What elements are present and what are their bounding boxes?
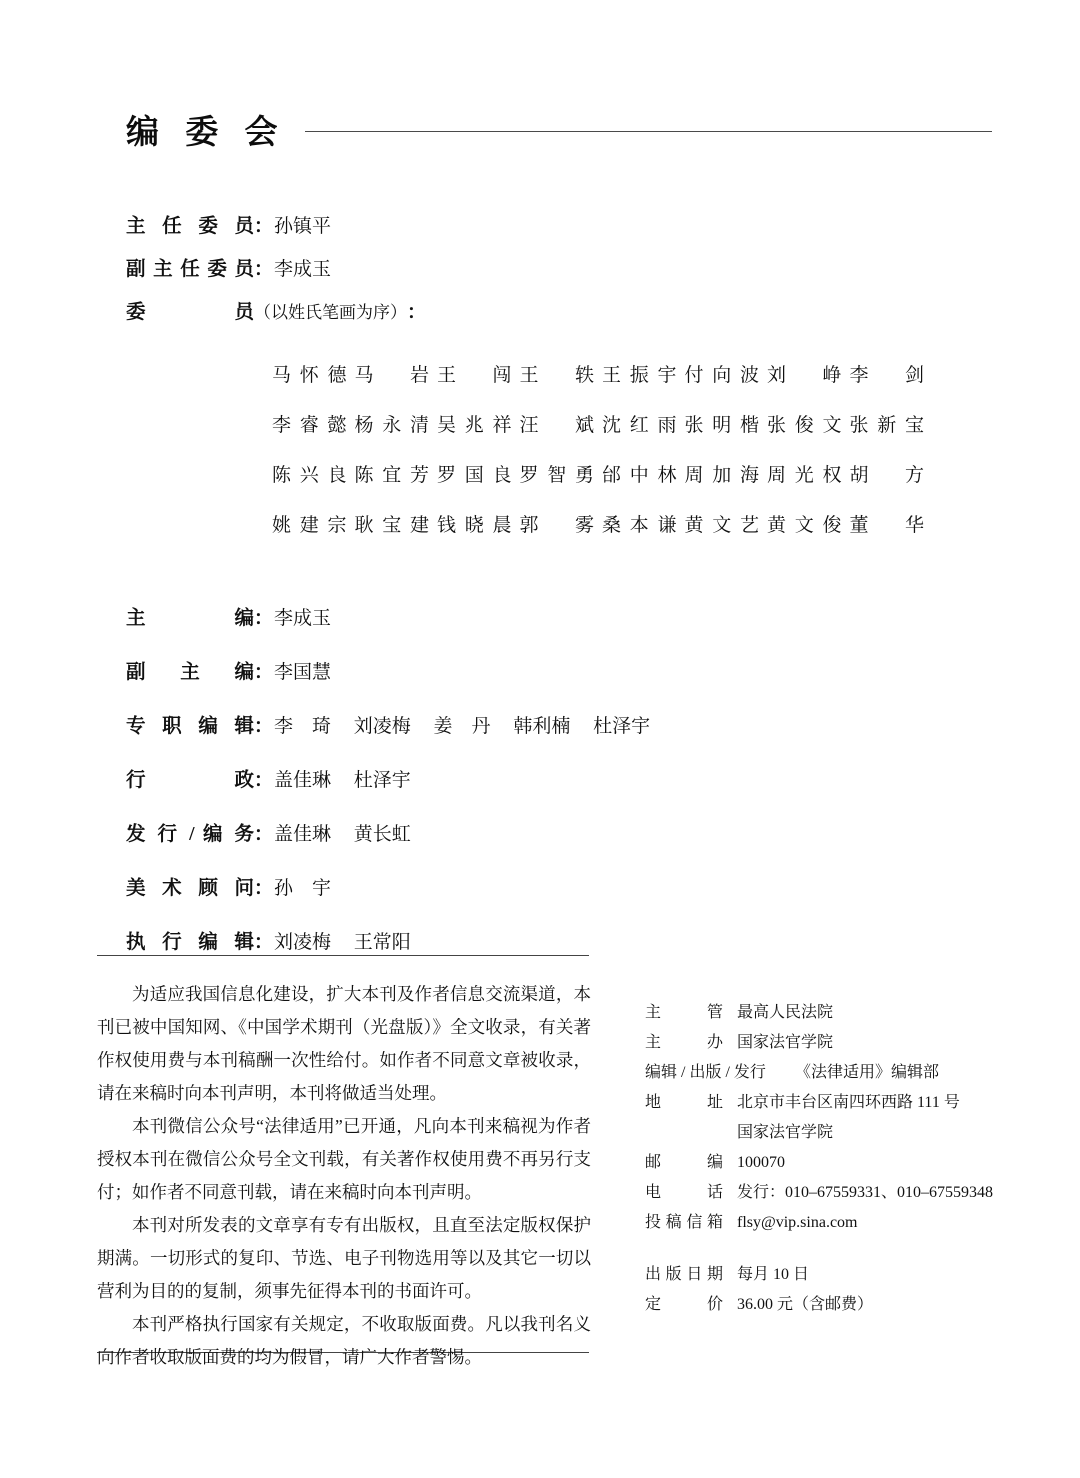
staff-name: 盖佳琳 [274,824,332,845]
roster-label: 委 员 [126,302,254,323]
member-name: 刘 峥 [767,365,842,386]
imprint-key: 电 话 [645,1184,723,1201]
imprint-address-line2: 国家法官学院 [737,1124,834,1141]
staff-entry-distribution [126,818,992,846]
imprint-key: 投稿信箱 [645,1214,723,1231]
imprint-row-supervisor [645,998,1045,1028]
member-name: 黄文艺 [684,515,759,536]
staff-colon: ： [254,608,274,629]
member-name: 陈宜芳 [354,465,429,486]
staff-colon: ： [254,932,274,953]
staff-name: 杜泽宇 [593,716,651,737]
staff-name: 姜 丹 [433,716,491,737]
imprint-spacer [645,1238,1045,1260]
notice-divider-top [97,955,589,956]
roster-colon: ： [407,302,427,323]
staff-entry-executive-editors [126,926,992,954]
imprint-key: 编辑 / 出版 / 发行 [645,1064,766,1081]
imprint-row-email [645,1208,1045,1238]
staff-name: 李 琦 [274,716,332,737]
staff-names [274,711,668,738]
roster-value: 李成玉 [274,259,332,280]
member-name: 张新宝 [849,415,924,436]
imprint-key: 主 管 [645,1004,723,1021]
imprint-row-postcode [645,1148,1045,1178]
member-name: 罗国良 [437,465,512,486]
member-name: 王 闯 [437,365,512,386]
editorial-staff-list [126,602,992,980]
roster-entry-members [126,296,992,324]
imprint-value: 36.00 元（含邮费） [737,1296,874,1313]
table-row [272,510,932,537]
member-name: 马 岩 [354,365,429,386]
staff-label: 执 行 编 辑 [126,932,254,953]
staff-name: 刘凌梅 [274,932,332,953]
staff-names [274,657,349,684]
title-divider [305,131,993,132]
imprint-row-organizer [645,1028,1045,1058]
imprint-value: 北京市丰台区南四环西路 111 号 [737,1094,960,1111]
member-name: 胡 方 [849,465,924,486]
staff-names [274,927,429,954]
staff-name: 刘凌梅 [353,716,411,737]
staff-colon: ： [254,878,274,899]
imprint-value: 最高人民法院 [737,1004,834,1021]
imprint-row-address [645,1088,1045,1118]
member-name: 姚建宗 [272,515,347,536]
member-name: 付向波 [684,365,759,386]
member-name: 周加海 [684,465,759,486]
staff-entry-full-time-editors [126,710,992,738]
member-name: 张俊文 [767,415,842,436]
page-title-text: 编 委 会 [126,114,287,151]
table-row [272,410,932,437]
imprint-value: 发行：010–67559331、010–67559348 [737,1184,994,1201]
imprint-row-phone [645,1178,1045,1208]
staff-name: 杜泽宇 [353,770,411,791]
staff-name: 黄长虹 [353,824,411,845]
roster-note: （以姓氏笔画为序） [254,303,407,322]
staff-entry-deputy-editor [126,656,992,684]
staff-label: 美 术 顾 问 [126,878,254,899]
roster-colon: ： [254,259,274,280]
member-name: 马怀德 [272,365,347,386]
notice-paragraph: 本刊严格执行国家有关规定，不收取版面费。凡以我刊名义向作者收取版面费的均为假冒，请广大作者警惕。 [97,1314,591,1367]
member-name: 耿宝建 [354,515,429,536]
staff-entry-editor-in-chief [126,602,992,630]
imprint-key: 邮 编 [645,1154,723,1171]
member-name: 董 华 [849,515,924,536]
staff-name: 孙 宇 [274,878,332,899]
imprint-row-price [645,1290,1045,1320]
staff-entry-administration [126,764,992,792]
member-name: 钱晓晨 [437,515,512,536]
imprint-block [645,998,1045,1320]
roster-entry-vice-chair [126,253,992,281]
staff-name: 盖佳琳 [274,770,332,791]
staff-name: 王常阳 [353,932,411,953]
table-row [272,360,932,387]
staff-colon: ： [254,662,274,683]
member-name: 黄文俊 [767,515,842,536]
imprint-value: flsy@vip.sina.com [737,1214,858,1231]
member-name: 邰中林 [602,465,677,486]
member-name: 桑本谦 [602,515,677,536]
roster-entry-chair [126,210,992,238]
roster-value: 孙镇平 [274,216,332,237]
staff-label: 行 政 [126,770,254,791]
member-name: 汪 斌 [519,415,594,436]
imprint-value: 100070 [737,1154,785,1171]
staff-label: 主 编 [126,608,254,629]
staff-label: 副 主 编 [126,662,254,683]
staff-colon: ： [254,824,274,845]
staff-name: 韩利楠 [513,716,571,737]
staff-names [274,765,429,792]
staff-entry-art-consultant [126,872,992,900]
staff-names [274,819,429,846]
notice-paragraph: 本刊对所发表的文章享有专有出版权，且直至法定版权保护期满。一切形式的复印、节选、电子刊物选用等以及其它一切以营利为目的的复制，须事先征得本刊的书面许可。 [97,1215,591,1301]
imprint-value: 每月 10 日 [737,1266,810,1283]
notice-paragraph: 本刊微信公众号“法律适用”已开通，凡向本刊来稿视为作者授权本刊在微信公众号全文刊载，有关著作权使用费不再另行支付；如作者不同意刊载，请在来稿时向本刊声明。 [97,1116,591,1202]
member-name: 吴兆祥 [437,415,512,436]
staff-names [274,873,349,900]
notice-paragraph: 为适应我国信息化建设，扩大本刊及作者信息交流渠道，本刊已被中国知网、《中国学术期刊（光盘版）》全文收录，有关著作权使用费与本刊稿酬一次性给付。如作者不同意文章被收录，请在来稿时向本刊声明，本刊将做适当处理。 [97,984,591,1103]
staff-colon: ： [254,770,274,791]
member-name: 李 剑 [849,365,924,386]
roster-label: 主 任 委 员 [126,216,254,237]
committee-roster [126,210,992,339]
member-name: 陈兴良 [272,465,347,486]
imprint-key: 出版日期 [645,1266,723,1283]
staff-label: 专 职 编 辑 [126,716,254,737]
notice-block [97,978,591,1374]
staff-name: 李国慧 [274,662,332,683]
staff-label: 发 行 / 编 务 [126,824,254,845]
member-name: 王 轶 [519,365,594,386]
member-name: 杨永清 [354,415,429,436]
page-title [126,100,992,158]
member-name: 张明楷 [684,415,759,436]
member-name: 沈红雨 [602,415,677,436]
member-name: 郭 雾 [519,515,594,536]
imprint-row-publisher [645,1058,1045,1088]
table-row [272,460,932,487]
member-name: 王振宇 [602,365,677,386]
imprint-key: 主 办 [645,1034,723,1051]
staff-name: 李成玉 [274,608,332,629]
member-name: 李睿懿 [272,415,347,436]
staff-colon: ： [254,716,274,737]
member-name: 周光权 [767,465,842,486]
roster-label: 副主任委员 [126,259,254,280]
imprint-value: 国家法官学院 [737,1034,834,1051]
member-name: 罗智勇 [519,465,594,486]
staff-names [274,603,349,630]
imprint-value: 《法律适用》编辑部 [795,1064,940,1081]
roster-colon: ： [254,216,274,237]
imprint-key: 定 价 [645,1296,723,1313]
member-name-grid [272,360,932,560]
imprint-row-publish-date [645,1260,1045,1290]
imprint-key: 地 址 [645,1094,723,1111]
